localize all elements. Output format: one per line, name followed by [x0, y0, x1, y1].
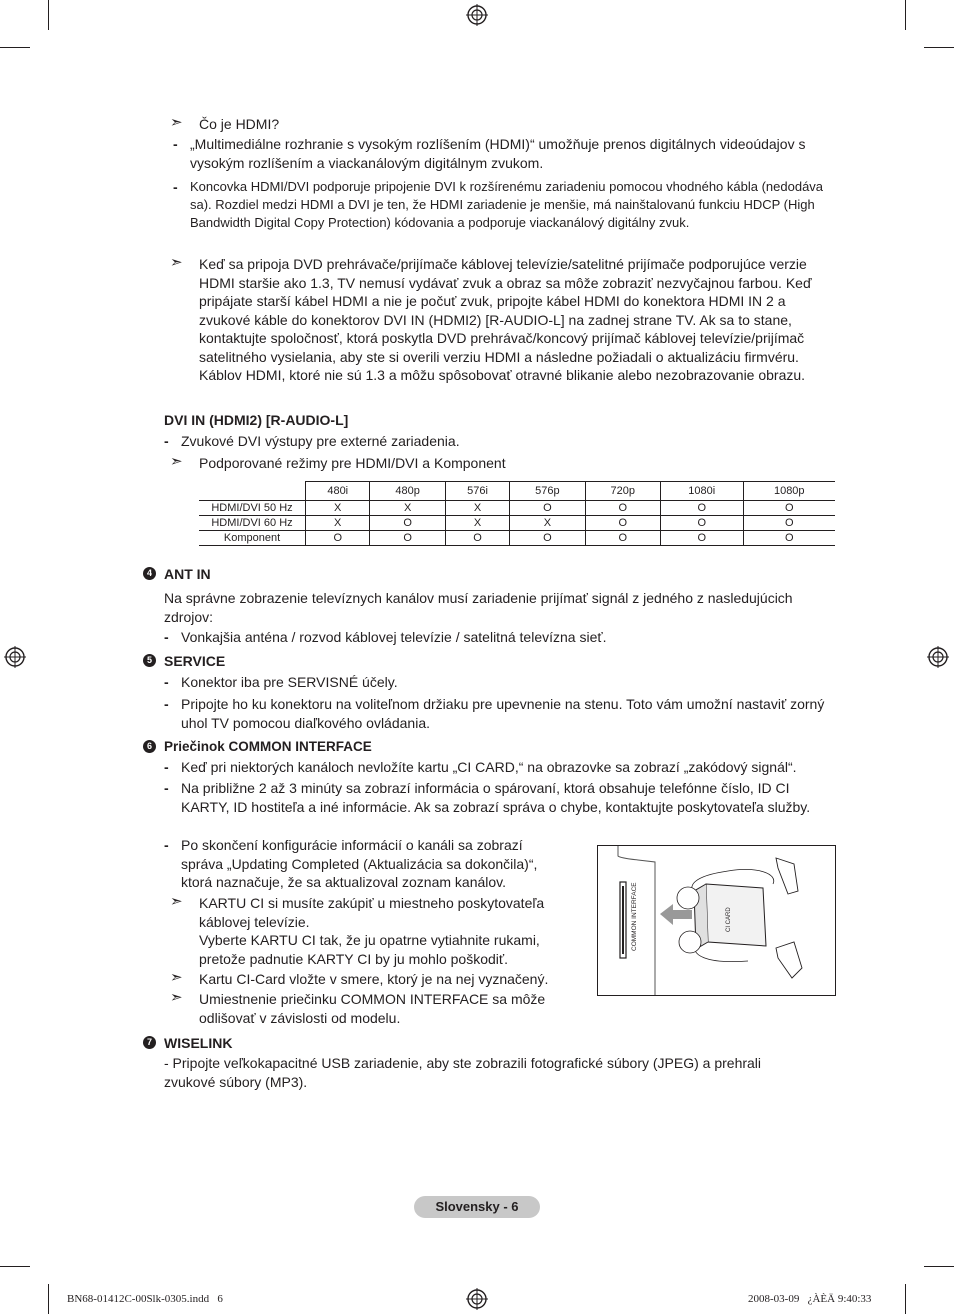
table-cell: O: [743, 501, 835, 516]
bullet-dash: -: [173, 179, 178, 195]
common-item-1: Keď pri niektorých kanáloch nevložíte kartu „CI CARD,“ na obrazovke sa zobrazí „zakódový signál“.: [181, 759, 797, 775]
footer-date: 2008-03-09 ¿ÀÈÄ 9:40:33: [748, 1293, 872, 1305]
registration-mark-icon: [4, 646, 26, 668]
table-cell: O: [585, 501, 660, 516]
table-cell: X: [306, 516, 370, 531]
note-arrow-icon: ➣: [170, 453, 183, 470]
registration-mark-icon: [466, 4, 488, 26]
ant-paragraph: Na správne zobrazenie televíznych kanálov musí zariadenie prijímať signál z jedného z nasledujúcich zdrojov:: [164, 590, 793, 625]
table-row: [199, 531, 835, 546]
table-row: [199, 516, 835, 531]
section-number-badge: 4: [143, 567, 156, 580]
bullet-dash: -: [164, 696, 169, 712]
bullet-dash: -: [164, 780, 169, 796]
bullet-dash: -: [164, 759, 169, 775]
note-arrow-icon: ➣: [170, 989, 183, 1006]
column-header: 1080p: [743, 482, 835, 501]
wiselink-heading: WISELINK: [164, 1035, 233, 1051]
row-label: HDMI/DVI 60 Hz: [199, 516, 306, 531]
table-cell: X: [370, 501, 445, 516]
table-cell: X: [306, 501, 370, 516]
table-cell: O: [660, 516, 743, 531]
common-item-3: Po skončení konfigurácie informácií o kanáli sa zobrazí správa „Updating Completed (Aktualizácia sa dokončila)“, ktorá naznačuje, že sa aktualizoval zoznam kanálov.: [181, 837, 538, 890]
table-cell: X: [445, 501, 509, 516]
common-note-1b: Vyberte KARTU CI tak, že ju opatrne vytiahnite rukami, pretože padnutie KARTY CI by ju mohlo poškodiť.: [199, 932, 540, 967]
hdmi-item-1: „Multimediálne rozhranie s vysokým rozlíšením (HDMI)“ umožňuje prenos digitálnych videoúdajov s vysokým rozlíšením a viackanálovým digitálnym zvukom.: [190, 136, 806, 171]
supported-modes-table: [199, 481, 835, 546]
table-cell: O: [585, 516, 660, 531]
hdmi-note-title: Čo je HDMI?: [199, 116, 280, 132]
table-cell: O: [370, 516, 445, 531]
table-cell: O: [743, 516, 835, 531]
bullet-dash: -: [164, 433, 169, 449]
bullet-dash: -: [164, 629, 169, 645]
ci-card-diagram: [598, 846, 835, 995]
common-note-2: Kartu CI-Card vložte v smere, ktorý je na nej vyznačený.: [199, 971, 549, 987]
table-cell: O: [445, 531, 509, 546]
common-note-1a: KARTU CI si musíte zakúpiť u miestneho poskytovateľa káblovej televízie.: [199, 895, 545, 930]
table-cell: O: [660, 501, 743, 516]
table-cell: X: [510, 516, 585, 531]
ant-heading: ANT IN: [164, 566, 211, 582]
row-label: HDMI/DVI 50 Hz: [199, 501, 306, 516]
section-number-badge: 7: [143, 1036, 156, 1049]
crop-mark: [0, 1266, 30, 1267]
common-item-2: Na približne 2 až 3 minúty sa zobrazí informácia o spárovaní, ktorá obsahuje telefónne číslo, ID CI KARTY, ID hostiteľa a iné informácie. Ak sa zobrazí správa o chybe, kontaktujte poskytovateľa služby.: [181, 780, 811, 815]
table-cell: O: [306, 531, 370, 546]
table-cell: O: [510, 531, 585, 546]
hdmi-note-2: Keď sa pripoja DVD prehrávače/prijímače káblovej televízie/satelitné prijímače podporujúce verzie HDMI staršie ako 1.3, TV nemusí vydávať zvuk a obraz sa môže zobraziť nezvyčajnou farbou. Keď pripájate starší kábel HDMI a nie je počuť zvuk, pripojte kábel HDMI do konektora HDMI IN 2 a zvukové káble do konektorov DVI IN (HDMI2) [R-AUDIO-L] na zadnej strane TV. Ak sa to stane, kontaktujte spoločnosť, ktorá poskytla DVD prehrávač/koncový prijímač káblovej televízie/prijímač satelitného vysielania, aby ste si overili verziu HDMI a následne požiadali o aktualizáciu firmvéru. Káblov HDMI, ktoré nie sú 1.3 a môžu spôsobovať otravné blikanie alebo nezobrazovanie obrazu.: [199, 256, 812, 383]
section-number-badge: 5: [143, 654, 156, 667]
table-cell: O: [510, 501, 585, 516]
slot-label: COMMON INTERFACE: [631, 882, 638, 951]
note-arrow-icon: ➣: [170, 969, 183, 986]
ant-item-1: Vonkajšia anténa / rozvod káblovej televízie / satelitná televízna sieť.: [181, 629, 607, 645]
service-heading: SERVICE: [164, 653, 226, 669]
crop-mark: [0, 47, 30, 48]
crop-mark: [905, 1284, 906, 1314]
dvi-note: Podporované režimy pre HDMI/DVI a Komponent: [199, 455, 506, 471]
note-arrow-icon: ➣: [170, 114, 183, 131]
note-arrow-icon: ➣: [170, 254, 183, 271]
wiselink-item-1: - Pripojte veľkokapacitné USB zariadenie, aby ste zobrazili fotografické súbory (JPEG) a prehrali zvukové súbory (MP3).: [164, 1055, 762, 1090]
column-header: 576p: [510, 482, 585, 501]
column-header: 576i: [445, 482, 509, 501]
common-note-3: Umiestnenie priečinku COMMON INTERFACE sa môže odlišovať v závislosti od modelu.: [199, 991, 546, 1026]
crop-mark: [905, 0, 906, 30]
page-number-badge: Slovensky - 6: [414, 1196, 540, 1218]
note-arrow-icon: ➣: [170, 893, 183, 910]
column-header: 480i: [306, 482, 370, 501]
column-header: 720p: [585, 482, 660, 501]
table-header-row: [199, 482, 835, 501]
table-cell: O: [743, 531, 835, 546]
bullet-dash: -: [164, 674, 169, 690]
registration-mark-icon: [466, 1288, 488, 1310]
registration-mark-icon: [927, 646, 949, 668]
crop-mark: [924, 1266, 954, 1267]
hdmi-item-2: Koncovka HDMI/DVI podporuje pripojenie DVI k rozšírenému zariadeniu pomocou vhodného kábla (nedodáva sa). Rozdiel medzi HDMI a DVI je ten, že HDMI zariadenie je menšie, má nainštalovanú funkciu HDCP (High Bandwidth Digital Copy Protection) kódovania a podporuje viackanálový digitálny zvuk.: [190, 179, 824, 230]
column-header: 1080i: [660, 482, 743, 501]
crop-mark: [48, 0, 49, 30]
row-label: Komponent: [199, 531, 306, 546]
table-cell: O: [660, 531, 743, 546]
ci-card-illustration: [597, 845, 836, 996]
common-heading: Priečinok COMMON INTERFACE: [164, 739, 372, 754]
service-item-2: Pripojte ho ku konektoru na voliteľnom držiaku pre upevnenie na stenu. Toto vám umožní nastaviť zorný uhol TV pomocou diaľkového ovládania.: [181, 696, 825, 731]
footer-file: BN68-01412C-00Slk-0305.indd 6: [67, 1293, 223, 1305]
column-header: 480p: [370, 482, 445, 501]
section-number-badge: 6: [143, 740, 156, 753]
table-cell: X: [445, 516, 509, 531]
table-cell: O: [370, 531, 445, 546]
table-row: [199, 501, 835, 516]
service-item-1: Konektor iba pre SERVISNÉ účely.: [181, 674, 398, 690]
table-cell: O: [585, 531, 660, 546]
crop-mark: [924, 47, 954, 48]
crop-mark: [48, 1284, 49, 1314]
dvi-heading: DVI IN (HDMI2) [R-AUDIO-L]: [164, 412, 349, 428]
bullet-dash: -: [164, 837, 169, 853]
card-label: CI CARD: [726, 907, 732, 932]
bullet-dash: -: [173, 136, 178, 152]
dvi-item-1: Zvukové DVI výstupy pre externé zariadenia.: [181, 433, 460, 449]
